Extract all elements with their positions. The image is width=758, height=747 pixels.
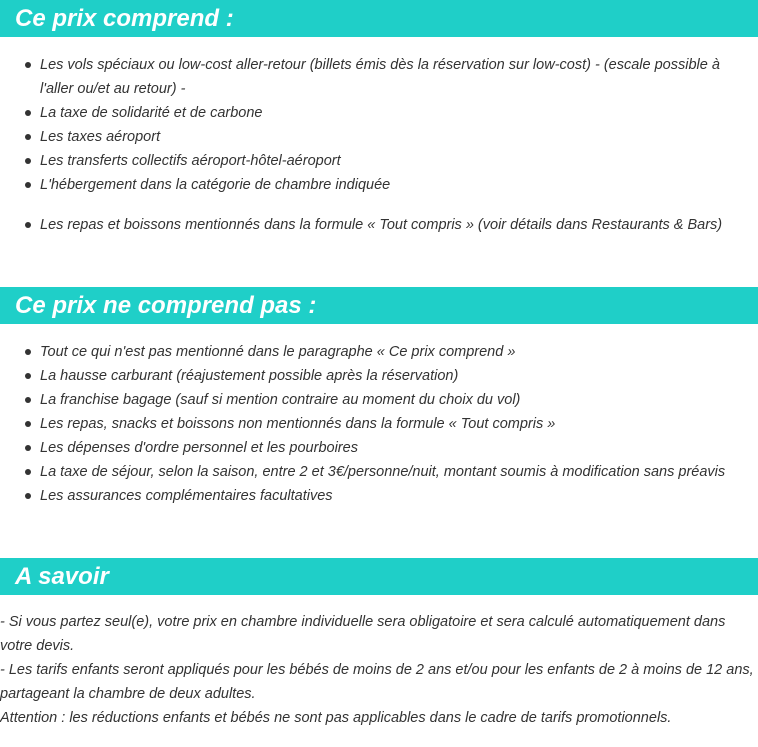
includes-list	[0, 53, 758, 237]
section-title-excludes: Ce prix ne comprend pas :	[15, 292, 317, 319]
list-item: Les vols spéciaux ou low-cost aller-retour (billets émis dès la réservation sur low-cost) - (escale possible à l'aller ou/et au retour) -	[0, 53, 758, 101]
savoir-paragraph: Attention : les réductions enfants et bébés ne sont pas applicables dans le cadre de tarifs promotionnels.	[0, 710, 672, 726]
list-item: L'hébergement dans la catégorie de chambre indiquée	[0, 173, 758, 197]
section-header-includes	[0, 0, 758, 37]
list-item: Les assurances complémentaires facultatives	[0, 484, 758, 508]
list-item: Les repas et boissons mentionnés dans la formule « Tout compris » (voir détails dans Restaurants & Bars)	[0, 213, 758, 237]
savoir-text	[0, 610, 756, 730]
list-item: La hausse carburant (réajustement possible après la réservation)	[0, 364, 758, 388]
list-item: Les repas, snacks et boissons non mentionnés dans la formule « Tout compris »	[0, 412, 758, 436]
list-item: Les dépenses d'ordre personnel et les pourboires	[0, 436, 758, 460]
list-item: La taxe de solidarité et de carbone	[0, 101, 758, 125]
section-title-savoir: A savoir	[15, 563, 109, 590]
list-item: La franchise bagage (sauf si mention contraire au moment du choix du vol)	[0, 388, 758, 412]
list-item: Les transferts collectifs aéroport-hôtel-aéroport	[0, 149, 758, 173]
section-header-savoir	[0, 558, 758, 595]
list-item: Les taxes aéroport	[0, 125, 758, 149]
list-item: Tout ce qui n'est pas mentionné dans le paragraphe « Ce prix comprend »	[0, 340, 758, 364]
list-item: La taxe de séjour, selon la saison, entre 2 et 3€/personne/nuit, montant soumis à modification sans préavis	[0, 460, 758, 484]
savoir-paragraph: - Si vous partez seul(e), votre prix en chambre individuelle sera obligatoire et sera calculé automatiquement dans votre devis.	[0, 614, 726, 654]
section-title-includes: Ce prix comprend :	[15, 5, 234, 32]
savoir-paragraph: - Les tarifs enfants seront appliqués pour les bébés de moins de 2 ans et/ou pour les enfants de 2 à moins de 12 ans, partageant la chambre de deux adultes.	[0, 662, 754, 702]
excludes-list	[0, 340, 758, 508]
section-header-excludes	[0, 287, 758, 324]
